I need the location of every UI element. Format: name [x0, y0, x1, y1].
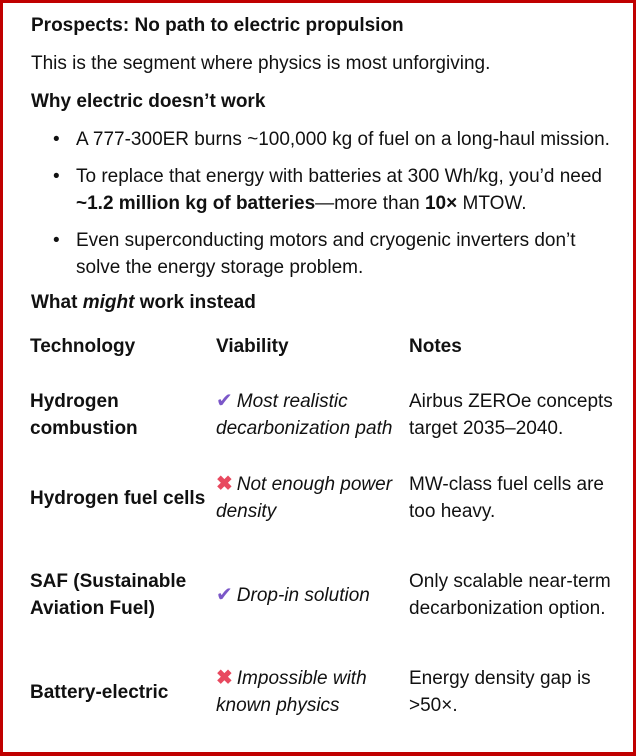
- viability-cell: ✖ Not enough power density: [216, 473, 393, 522]
- bullet-icon: •: [53, 129, 60, 150]
- notes-cell: Only scalable near-term decarbonization option.: [409, 571, 611, 619]
- cross-icon: ✖: [216, 473, 233, 495]
- notes-cell: Energy density gap is >50×.: [409, 668, 591, 716]
- viability-cell: ✖ Impossible with known physics: [216, 667, 367, 716]
- column-header-viability: Viability: [216, 335, 289, 357]
- why-heading: Why electric doesn’t work: [31, 91, 266, 112]
- bullet-icon: •: [53, 230, 60, 251]
- notes-cell: Airbus ZEROe concepts target 2035–2040.: [409, 391, 613, 439]
- intro-paragraph: This is the segment where physics is most unforgiving.: [31, 53, 491, 74]
- notes-cell: MW-class fuel cells are too heavy.: [409, 474, 604, 522]
- viability-cell: ✔ Drop-in solution: [216, 583, 370, 606]
- list-item: • Even superconducting motors and cryogenic inverters don’t solve the energy storage problem.: [31, 227, 621, 281]
- cross-icon: ✖: [216, 667, 233, 689]
- table-row: [30, 367, 619, 463]
- table-row: [30, 463, 619, 533]
- list-item: • A 777-300ER burns ~100,000 kg of fuel on a long-haul mission.: [31, 126, 621, 153]
- technology-cell: SAF (Sustainable Aviation Fuel): [30, 571, 187, 619]
- table-row: [30, 533, 619, 657]
- list-item: • To replace that energy with batteries at 300 Wh/kg, you’d need ~1.2 million kg of batteries—more than 10× MTOW.: [31, 163, 621, 217]
- technology-table: [30, 325, 619, 727]
- document-content: [31, 14, 621, 727]
- column-header-notes: Notes: [409, 335, 462, 357]
- table-header-row: [30, 325, 619, 367]
- bullet-icon: •: [53, 166, 60, 187]
- instead-heading: What might work instead: [31, 292, 256, 313]
- technology-cell: Battery-electric: [30, 681, 169, 703]
- check-icon: ✔: [216, 390, 233, 412]
- check-icon: ✔: [216, 583, 233, 606]
- technology-cell: Hydrogen combustion: [30, 391, 138, 439]
- reasons-list: [31, 126, 621, 281]
- section-heading: Prospects: No path to electric propulsion: [31, 15, 404, 36]
- technology-cell: Hydrogen fuel cells: [30, 487, 206, 509]
- column-header-technology: Technology: [30, 335, 136, 357]
- table-row: [30, 657, 619, 727]
- viability-cell: ✔ Most realistic decarbonization path: [216, 390, 393, 439]
